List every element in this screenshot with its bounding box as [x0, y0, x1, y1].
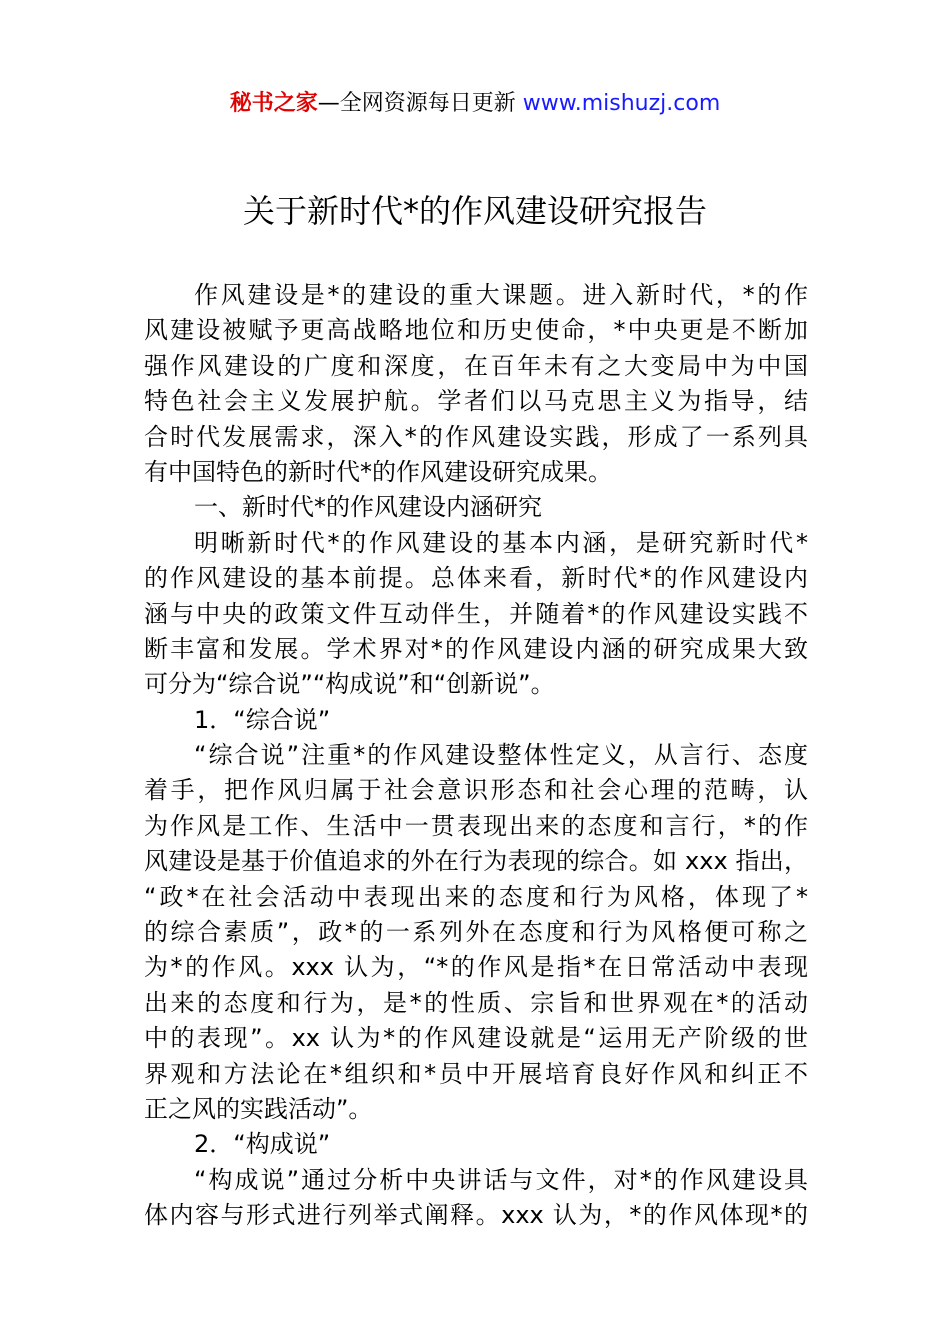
text-line: 着手，把作风归属于社会意识形态和社会心理的范畴，认 — [144, 776, 808, 805]
text-line: 涵与中央的政策文件互动伴生，并随着*的作风建设实践不 — [144, 599, 808, 628]
text-line: “政*在社会活动中表现出来的态度和行为风格，体现了* — [144, 882, 808, 911]
text-line: 为作风是工作、生活中一贯表现出来的态度和言行，*的作 — [144, 811, 808, 840]
text-line: 合时代发展需求，深入*的作风建设实践，形成了一系列具 — [144, 422, 808, 451]
text-line: 风建设是基于价值追求的外在行为表现的综合。如 xxx 指出， — [144, 847, 808, 876]
site-url-link[interactable]: www.mishuzj.com — [522, 91, 721, 116]
text-line: 为*的作风。xxx 认为，“*的作风是指*在日常活动中表现 — [144, 953, 808, 982]
text-line: 可分为“综合说”“构成说”和“创新说”。 — [144, 670, 555, 699]
subsection-heading: 1．“综合说” — [194, 705, 331, 734]
text-line: 作风建设是*的建设的重大课题。进入新时代，*的作 — [194, 281, 808, 309]
text-line: 界观和方法论在*组织和*员中开展培育良好作风和纠正不 — [144, 1059, 808, 1088]
text-line: 体内容与形式进行列举式阐释。xxx 认为，*的作风体现*的 — [144, 1201, 808, 1230]
text-line: “综合说”注重*的作风建设整体性定义，从言行、态度 — [194, 741, 808, 770]
text-line: 有中国特色的新时代*的作风建设研究成果。 — [144, 457, 612, 486]
document-body — [144, 278, 808, 1234]
text-line: “构成说”通过分析中央讲话与文件，对*的作风建设具 — [194, 1165, 808, 1194]
text-line: 正之风的实践活动”。 — [144, 1094, 373, 1123]
text-line: 的综合素质”，政*的一系列外在态度和行为风格便可称之 — [144, 918, 808, 947]
site-header — [0, 86, 950, 122]
text-line: 出来的态度和行为，是*的性质、宗旨和世界观在*的活动 — [144, 988, 808, 1017]
document-title: 关于新时代*的作风建设研究报告 — [242, 192, 707, 230]
header-tagline: —全网资源每日更新 — [317, 91, 523, 116]
text-line: 断丰富和发展。学术界对*的作风建设内涵的研究成果大致 — [144, 634, 808, 663]
text-line: 明晰新时代*的作风建设的基本内涵，是研究新时代* — [194, 528, 808, 557]
text-line: 强作风建设的广度和深度，在百年未有之大变局中为中国 — [144, 351, 808, 380]
text-line: 特色社会主义发展护航。学者们以马克思主义为指导，结 — [144, 387, 808, 416]
section-heading: 一、新时代*的作风建设内涵研究 — [194, 493, 542, 522]
text-line: 的作风建设的基本前提。总体来看，新时代*的作风建设内 — [144, 564, 808, 593]
subsection-heading: 2．“构成说” — [194, 1130, 331, 1159]
text-line: 风建设被赋予更高战略地位和历史使命，*中央更是不断加 — [144, 316, 808, 345]
brand-name: 秘书之家 — [229, 91, 318, 116]
text-line: 中的表现”。xx 认为*的作风建设就是“运用无产阶级的世 — [144, 1024, 808, 1053]
